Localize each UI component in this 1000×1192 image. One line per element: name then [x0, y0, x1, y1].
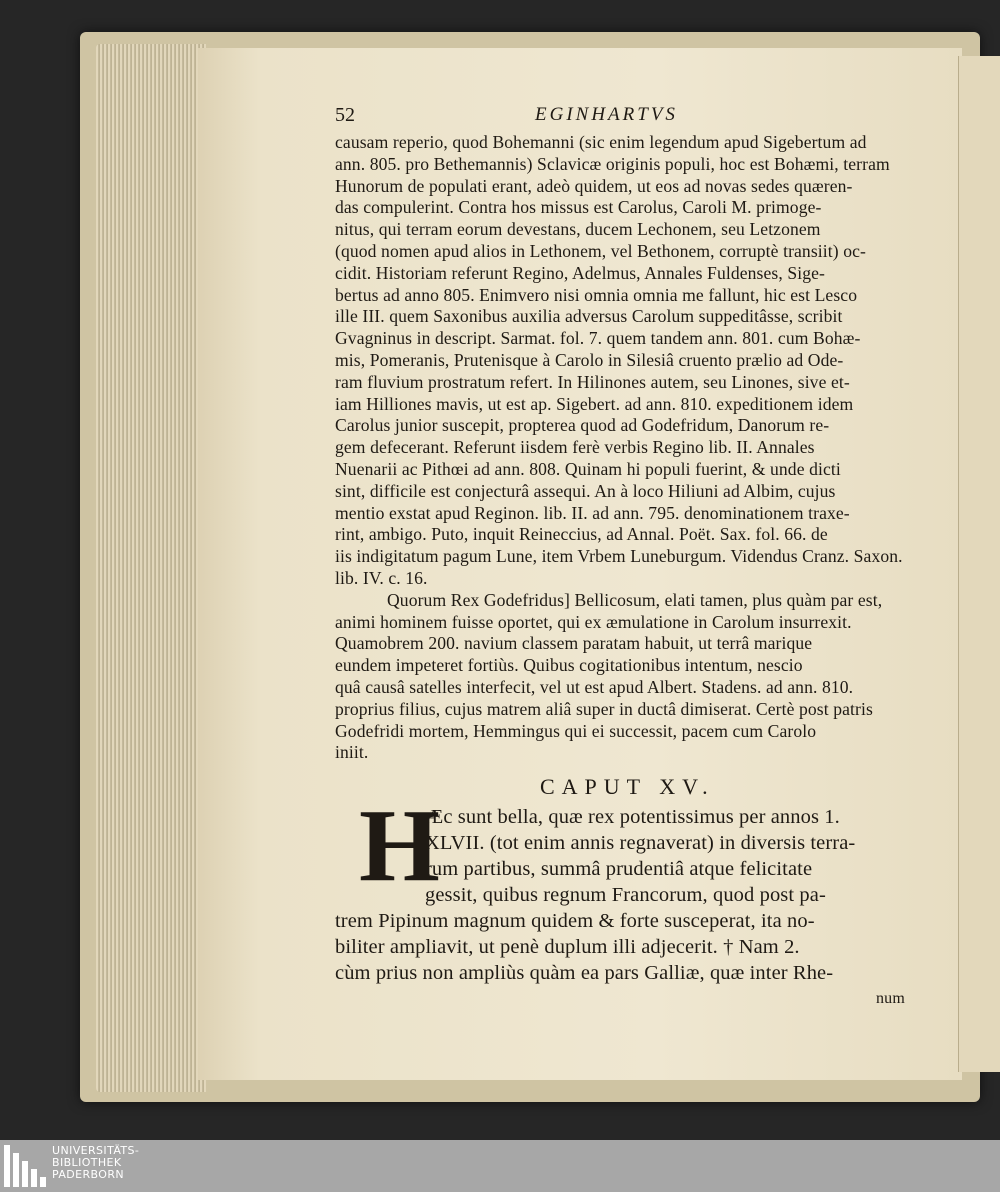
- text-line: quâ causâ satelles interfecit, vel ut est apud Albert. Stadens. ad ann. 810.: [335, 676, 854, 697]
- running-head: EGINHARTVS: [535, 104, 678, 125]
- page-text: [335, 104, 935, 1012]
- institution-line: UNIVERSITÄTS-: [52, 1144, 140, 1157]
- text-line: eundem impeteret fortiùs. Quibus cogitationibus intentum, nescio: [335, 655, 803, 676]
- text-line: cùm prius non ampliùs quàm ea pars Galliæ, quæ inter Rhe-: [335, 962, 834, 985]
- library-logo-icon: [4, 1145, 48, 1187]
- text-line: rum partibus, summâ prudentiâ atque felicitate: [425, 858, 813, 881]
- text-line: XLVII. (tot enim annis regnaverat) in diversis terra-: [425, 832, 856, 855]
- text-line: Nuenarii ac Pithœi ad ann. 808. Quinam hi populi fuerint, & unde dicti: [335, 458, 841, 479]
- library-footer: [0, 1140, 1000, 1192]
- text-line: rint, ambigo. Puto, inquit Reineccius, ad Annal. Poët. Sax. fol. 66. de: [335, 524, 828, 545]
- text-line: biliter ampliavit, ut penè duplum illi adjecerit. † Nam 2.: [335, 936, 800, 959]
- text-line: cidit. Historiam referunt Regino, Adelmus, Annales Fuldenses, Sige-: [335, 262, 825, 283]
- page-number: 52: [335, 104, 355, 126]
- text-line: ram fluvium prostratum refert. In Hilinones autem, seu Linones, sive et-: [335, 371, 850, 392]
- page-header: [335, 104, 935, 132]
- text-line: gem defecerant. Referunt iisdem ferè verbis Regino lib. II. Annales: [335, 437, 815, 458]
- catchword: num: [875, 990, 905, 1008]
- text-line: Æc sunt bella, quæ rex potentissimus per annos 1.: [425, 806, 840, 829]
- text-line: mentio exstat apud Reginon. lib. II. ad ann. 795. denominationem traxe-: [335, 502, 850, 523]
- text-line: iis indigitatum pagum Lune, item Vrbem Luneburgum. Videndus Cranz. Saxon.: [335, 546, 903, 567]
- text-line: Quorum Rex Godefridus] Bellicosum, elati tamen, plus quàm par est,: [387, 589, 883, 610]
- text-line: trem Pipinum magnum quidem & forte susceperat, ita no-: [335, 910, 815, 933]
- facing-page-edge: [958, 56, 1000, 1072]
- text-line: mis, Pomeranis, Prutenisque à Carolo in Silesiâ cruento prælio ad Ode-: [335, 349, 844, 370]
- text-line: iniit.: [335, 742, 369, 763]
- text-line: ann. 805. pro Bethemannis) Sclavicæ originis populi, hoc est Bohæmi, terram: [335, 153, 890, 174]
- text-line: nitus, qui terram eorum devestans, ducem Lechonem, seu Letzonem: [335, 219, 821, 240]
- text-line: Godefridi mortem, Hemmingus qui ei successit, pacem cum Carolo: [335, 720, 817, 741]
- text-line: Hunorum de populati erant, adeò quidem, ut eos ad novas sedes quæren-: [335, 175, 853, 196]
- text-line: Gvagninus in descript. Sarmat. fol. 7. quem tandem ann. 801. cum Bohæ-: [335, 328, 861, 349]
- commentary-block-1: [335, 132, 935, 590]
- page-edges: [96, 44, 206, 1092]
- chapter-body: [335, 788, 935, 1012]
- text-line: das compulerint. Contra hos missus est Carolus, Caroli M. primoge-: [335, 197, 822, 218]
- institution-name: [52, 1145, 139, 1181]
- institution-line: PADERBORN: [52, 1168, 125, 1181]
- text-line: lib. IV. c. 16.: [335, 567, 428, 588]
- text-line: Quamobrem 200. navium classem paratam habuit, ut terrâ marique: [335, 633, 813, 654]
- text-line: bertus ad anno 805. Enimvero nisi omnia omnia me fallunt, hic est Lesco: [335, 284, 858, 305]
- text-line: ille III. quem Saxonibus auxilia adversus Carolum suppeditâsse, scribit: [335, 306, 843, 327]
- commentary-block-2: [335, 590, 935, 764]
- chapter-title: CAPUT XV.: [540, 774, 715, 800]
- text-line: iam Hilliones mavis, ut est ap. Sigebert. ad ann. 810. expeditionem idem: [335, 393, 854, 414]
- text-line: (quod nomen apud alios in Lethonem, vel Bethonem, corruptè transiit) oc-: [335, 240, 866, 261]
- text-line: sint, difficile est conjecturâ assequi. An à loco Hiliuni ad Albim, cujus: [335, 480, 836, 501]
- text-line: causam reperio, quod Bohemanni (sic enim legendum apud Sigebertum ad: [335, 132, 867, 152]
- institution-line: BIBLIOTHEK: [52, 1156, 122, 1169]
- text-line: proprius filius, cujus matrem aliâ super in ductâ dimiserat. Certè post patris: [335, 698, 873, 719]
- text-line: Carolus junior suscepit, propterea quod ad Godefridum, Danorum re-: [335, 415, 830, 436]
- drop-cap: H: [359, 788, 441, 904]
- text-line: gessit, quibus regnum Francorum, quod post pa-: [425, 884, 826, 907]
- text-line: animi hominem fuisse oportet, qui ex æmulatione in Carolum insurrexit.: [335, 611, 852, 632]
